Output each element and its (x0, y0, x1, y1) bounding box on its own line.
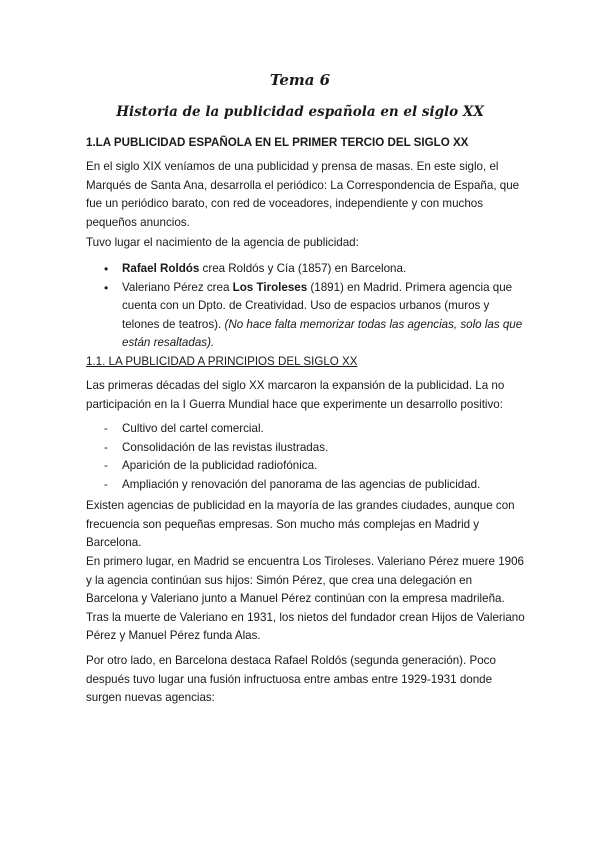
dash-icon: - (104, 440, 108, 454)
paragraph: Las primeras décadas del siglo XX marcaron la expansión de la publicidad. La no participación en la I Guerra Mundial hace que experimente un desarrollo positivo: (86, 379, 505, 411)
subsection-heading: 1.1. LA PUBLICIDAD A PRINCIPIOS DEL SIGLO XX (86, 355, 358, 368)
highlighted-agency: Rafael Roldós (122, 262, 200, 275)
list-item-text: (1891) en Madrid. Primera agencia que cuenta con un Dpto. de Creatividad. Uso de espacios urbanos (muros y telones de teatros). (122, 280, 513, 331)
document-subtitle: Historia de la publicidad española en el siglo XX (116, 104, 484, 120)
dash-list (104, 420, 524, 494)
list-item (104, 439, 524, 458)
list-item (104, 279, 524, 353)
paragraph: Tuvo lugar el nacimiento de la agencia de publicidad: (86, 236, 359, 249)
list-item-text: Ampliación y renovación del panorama de las agencias de publicidad. (122, 477, 481, 491)
list-item-text: Valeriano Pérez crea (122, 280, 233, 294)
bullet-icon: • (104, 280, 109, 295)
list-item-text: crea Roldós y Cía (1857) en Barcelona. (199, 262, 407, 275)
list-item (104, 457, 524, 476)
paragraph: Existen agencias de publicidad en la mayoría de las grandes ciudades, aunque con frecuencia son pequeñas empresas. Son mucho más complejas en Madrid y Barcelona. (86, 499, 515, 550)
list-item-text: Cultivo del cartel comercial. (122, 422, 264, 435)
bullet-list (104, 260, 524, 353)
paragraph: En el siglo XIX veníamos de una publicidad y prensa de masas. En este siglo, el Marqués de Santa Ana, desarrolla el periódico: La Correspondencia de España, que fue un periódico barato, con red de voceadores, independiente y con muchos pequeños anuncios. (86, 160, 520, 229)
list-item (104, 420, 524, 439)
italic-note: (No hace falta memorizar todas las agencias, solo las que están resaltadas). (122, 317, 523, 350)
list-item (104, 260, 524, 279)
document-title: Tema 6 (269, 71, 331, 89)
dash-icon: - (104, 422, 108, 435)
dash-icon: - (104, 459, 108, 473)
paragraph: En primero lugar, en Madrid se encuentra Los Tiroleses. Valeriano Pérez muere 1906 y la agencia continúan sus hijos: Simón Pérez, que crea una delegación en Barcelona y Valeriano junto a Manuel Pérez continúan con la empresa madrileña. Tras la muerte de Valeriano en 1931, los nietos del fundador crean Hijos de Valeriano Pérez y Manuel Pérez funda Alas. (86, 555, 525, 643)
paragraph: Por otro lado, en Barcelona destaca Rafael Roldós (segunda generación). Poco después tuvo lugar una fusión infructuosa entre ambas entre 1929-1931 donde surgen nuevas agencias: (86, 654, 496, 705)
list-item (104, 476, 524, 495)
highlighted-agency: Los Tiroleses (232, 280, 308, 294)
list-item-text: Consolidación de las revistas ilustradas. (122, 440, 329, 454)
section-heading: 1.LA PUBLICIDAD ESPAÑOLA EN EL PRIMER TERCIO DEL SIGLO XX (86, 136, 469, 149)
dash-icon: - (104, 477, 108, 491)
bullet-icon: • (104, 262, 109, 276)
list-item-text: Aparición de la publicidad radiofónica. (122, 459, 318, 473)
